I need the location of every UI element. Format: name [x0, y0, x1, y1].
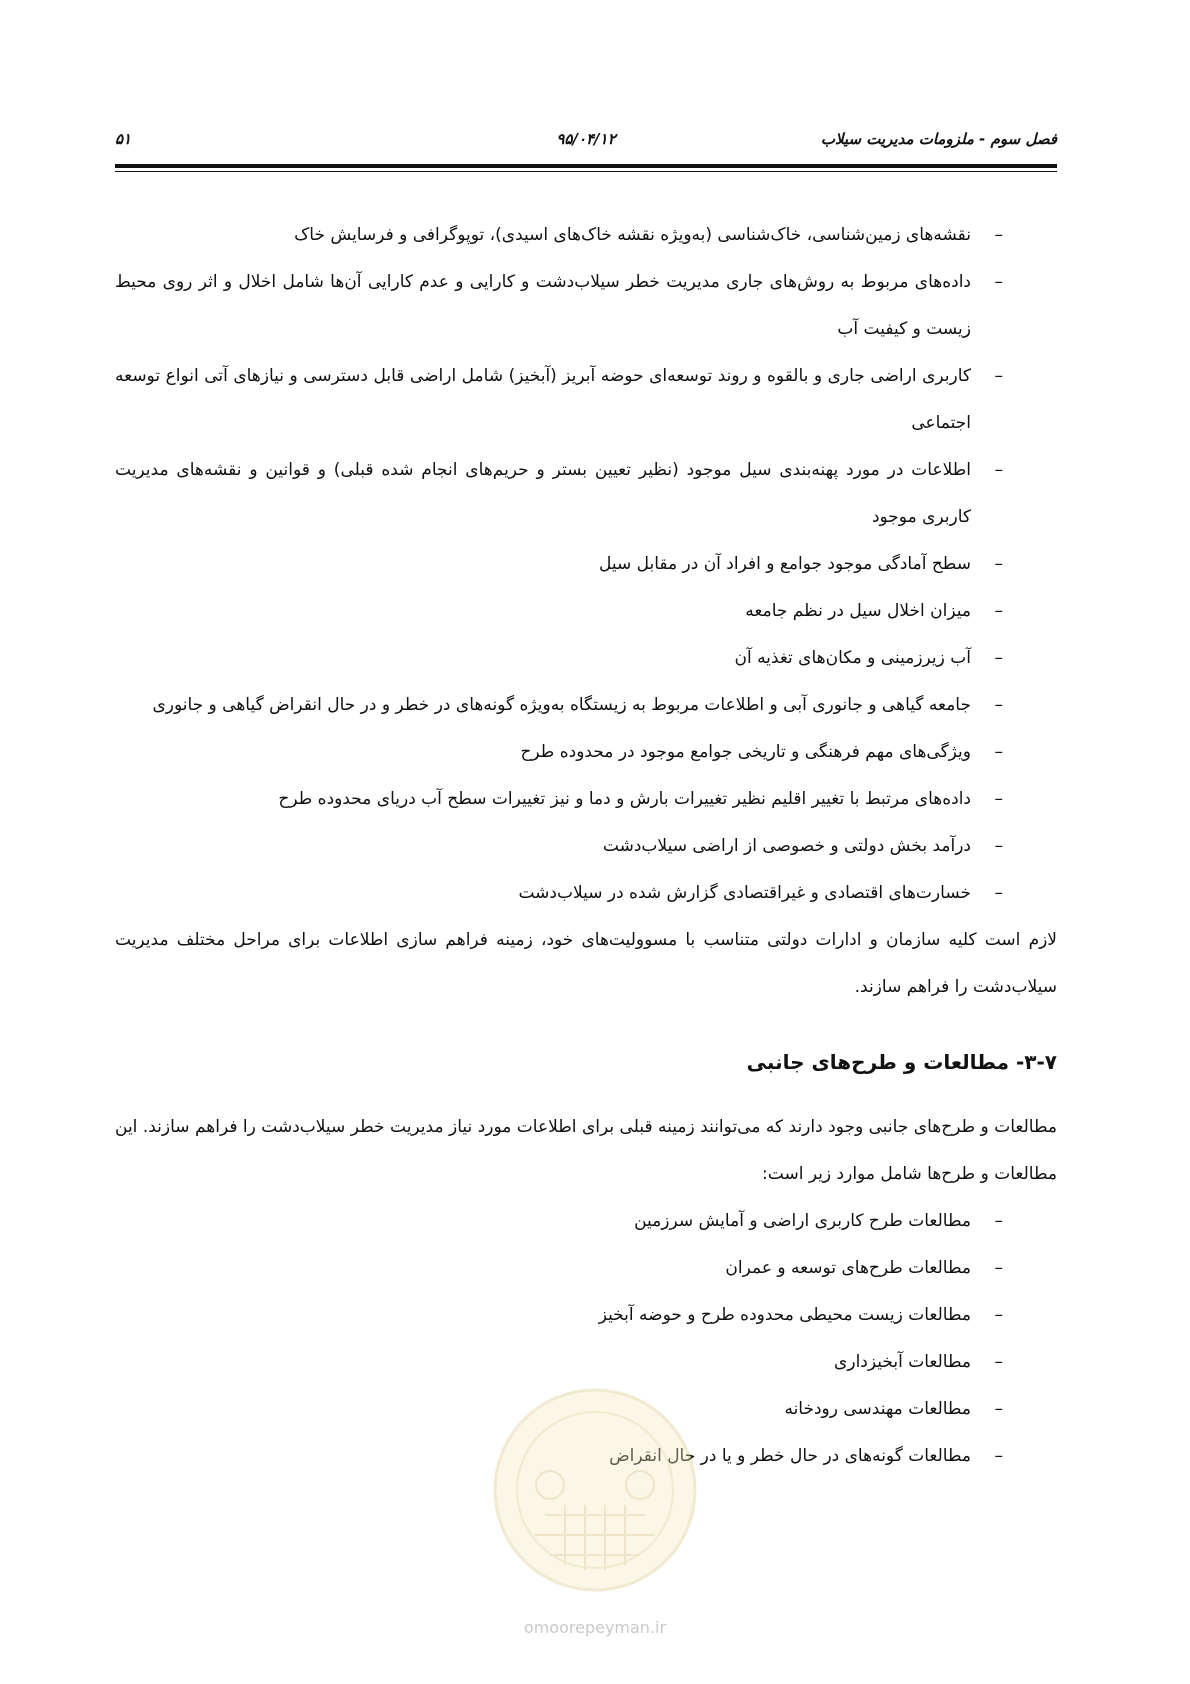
list-item-text: ویژگی‌های مهم فرهنگی و تاریخی جوامع موجود در محدوده طرح — [520, 742, 971, 762]
dash-bullet: – — [994, 1352, 1003, 1372]
dash-bullet: – — [994, 1258, 1003, 1278]
list-item-text: اطلاعات در مورد پهنه‌بندی سیل موجود (نظیر تعیین بستر و حریم‌های انجام شده قبلی) و قوانین و نقشه‌های مدیریت کاربری موجود — [115, 460, 971, 527]
dash-bullet: – — [994, 554, 1003, 574]
list-item — [115, 212, 1057, 259]
section-heading: ۳-۷- مطالعات و طرح‌های جانبی — [746, 1050, 1057, 1074]
list-item-text: آب زیرزمینی و مکان‌های تغذیه آن — [734, 648, 971, 668]
list-item — [115, 776, 1057, 823]
list-item-text: داده‌های مربوط به روش‌های جاری مدیریت خطر سیلاب‌دشت و کارایی و عدم کارایی آن‌ها شامل اخلال و اثر روی محیط زیست و کیفیت آب — [115, 272, 971, 339]
list-item — [115, 635, 1057, 682]
list-item-text: سطح آمادگی موجود جوامع و افراد آن در مقابل سیل — [598, 554, 971, 574]
chapter-title: فصل سوم - ملزومات مدیریت سیلاب — [820, 130, 1057, 148]
list-item-text: جامعه گیاهی و جانوری آبی و اطلاعات مربوط به زیستگاه به‌ویژه گونه‌های در خطر و در حال انقراض گیاهی و جانوری — [152, 695, 971, 715]
dash-bullet: – — [994, 225, 1003, 245]
dash-bullet: – — [994, 648, 1003, 668]
list-item — [115, 447, 1057, 541]
data-requirements-list — [115, 212, 1057, 917]
list-item — [115, 1245, 1057, 1292]
list-item — [115, 1339, 1057, 1386]
dash-bullet: – — [994, 366, 1003, 386]
dash-bullet: – — [994, 695, 1003, 715]
list-item-text: خسارت‌های اقتصادی و غیراقتصادی گزارش شده در سیلاب‌دشت — [518, 883, 971, 903]
list-item-text: داده‌های مرتبط با تغییر اقلیم نظیر تغییرات بارش و دما و نیز تغییرات سطح آب دریای محدوده طرح — [278, 789, 971, 809]
watermark-url: omoorepeyman.ir — [523, 1618, 667, 1637]
dash-bullet: – — [994, 601, 1003, 621]
dash-bullet: – — [994, 789, 1003, 809]
list-item — [115, 1198, 1057, 1245]
dash-bullet: – — [994, 742, 1003, 762]
body-paragraph: لازم است کلیه سازمان و ادارات دولتی متناسب با مسوولیت‌های خود، زمینه فراهم سازی اطلاعات برای مراحل مختلف مدیریت سیلاب‌دشت را فراهم سازند. — [115, 930, 1057, 997]
list-item — [115, 823, 1057, 870]
page-header — [115, 128, 1057, 160]
list-item — [115, 588, 1057, 635]
dash-bullet: – — [994, 883, 1003, 903]
list-item-text: مطالعات گونه‌های در حال خطر و یا در حال انقراض — [609, 1446, 971, 1466]
dash-bullet: – — [994, 460, 1003, 480]
dash-bullet: – — [994, 1305, 1003, 1325]
list-item-text: نقشه‌های زمین‌شناسی، خاک‌شناسی (به‌ویژه نقشه خاک‌های اسیدی)، توپوگرافی و فرسایش خاک — [294, 225, 971, 245]
list-item — [115, 870, 1057, 917]
body-content — [115, 212, 1057, 1480]
list-item-text: مطالعات طرح‌های توسعه و عمران — [725, 1258, 971, 1278]
list-item-text: میزان اخلال سیل در نظم جامعه — [745, 601, 971, 621]
list-item — [115, 353, 1057, 447]
page-number: ۵۱ — [115, 130, 132, 148]
list-item — [115, 1292, 1057, 1339]
dash-bullet: – — [994, 272, 1003, 292]
list-item-text: مطالعات مهندسی رودخانه — [784, 1399, 971, 1419]
list-item — [115, 259, 1057, 353]
list-item — [115, 541, 1057, 588]
list-item-text: کاربری اراضی جاری و بالقوه و روند توسعه‌ای حوضه آبریز (آبخیز) شامل اراضی قابل دسترسی و نیازهای آتی انواع توسعه اجتماعی — [115, 366, 971, 433]
dash-bullet: – — [994, 1399, 1003, 1419]
list-item — [115, 682, 1057, 729]
section-intro-paragraph: مطالعات و طرح‌های جانبی وجود دارند که می‌توانند زمینه قبلی برای اطلاعات مورد نیاز مدیریت خطر سیلاب‌دشت را فراهم سازند. این مطالعات و طرح‌ها شامل موارد زیر است: — [115, 1117, 1057, 1184]
list-item — [115, 729, 1057, 776]
dash-bullet: – — [994, 1446, 1003, 1466]
header-rule-thin — [115, 171, 1057, 172]
list-item-text: مطالعات طرح کاربری اراضی و آمایش سرزمین — [634, 1211, 971, 1231]
dash-bullet: – — [994, 836, 1003, 856]
list-item-text: مطالعات زیست محیطی محدوده طرح و حوضه آبخیز — [598, 1305, 971, 1325]
header-date: ۹۵/۰۴/۱۲ — [556, 130, 616, 148]
dash-bullet: – — [994, 1211, 1003, 1231]
list-item-text: مطالعات آبخیزداری — [834, 1352, 971, 1372]
list-item-text: درآمد بخش دولتی و خصوصی از اراضی سیلاب‌دشت — [602, 836, 971, 856]
watermark-logo — [490, 1385, 700, 1595]
header-rule-thick — [115, 164, 1057, 168]
